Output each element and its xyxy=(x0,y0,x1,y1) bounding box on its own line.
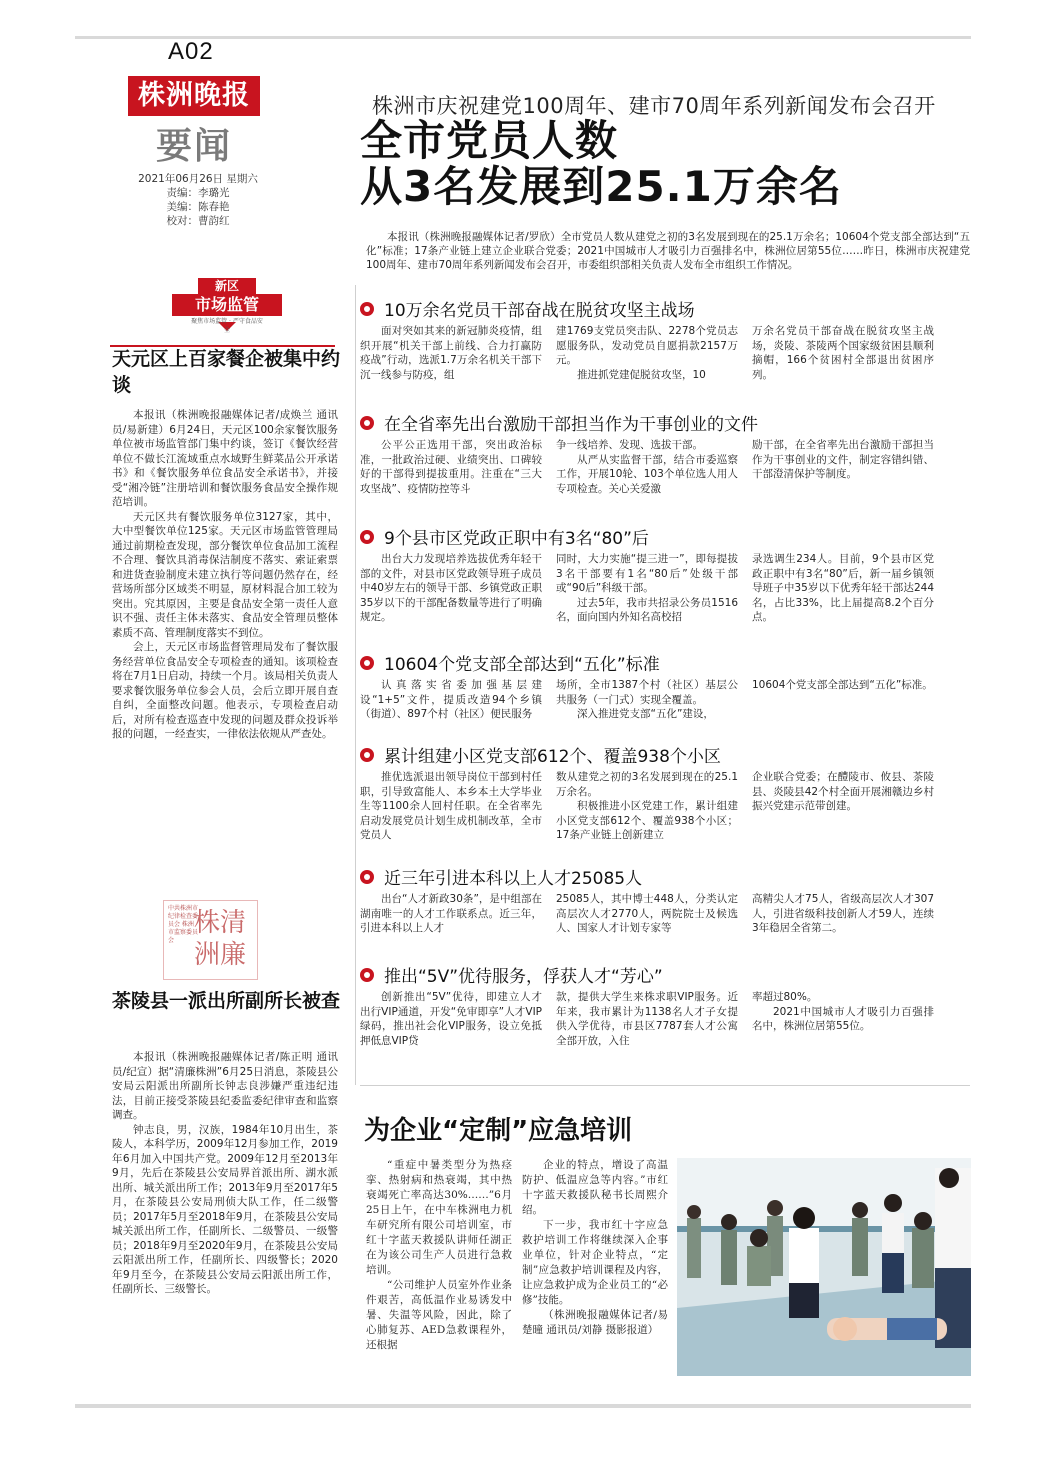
section-bullet-icon xyxy=(360,656,374,670)
section-subhead-text: 10604个党支部全部达到“五化”标准 xyxy=(384,655,660,675)
lead-paragraph: 本报讯（株洲晚报融媒体记者/罗欣）全市党员人数从建党之初的3名发展到现在的25.1万余名；10604个党支部全部达到“五化”标准；17条产业链上建立企业联合党委；2021中国城市人才吸引力百强排名中，株洲位居第55位……昨日，株洲市庆祝建党100周年、建市70周年系列新闻发布会召开，市委组织部相关负责人发布全市组织工作情况。 xyxy=(366,231,970,271)
page-proofreader: 校对：曹韵红 xyxy=(166,215,230,227)
section-bullet-icon xyxy=(360,748,374,762)
section-paragraph: 率超过80%。 xyxy=(752,991,818,1003)
badge-top-label: 新区 xyxy=(198,278,256,294)
sidebar-story2-body xyxy=(112,1050,338,1297)
feature-headline: 为企业“定制”应急培训 xyxy=(364,1116,633,1146)
section-column xyxy=(360,770,542,843)
section-paragraph: 数从建党之初的3名发展到现在的25.1万余名。 xyxy=(556,771,738,798)
training-photo-illustration xyxy=(677,1158,971,1376)
feature-paragraph: 企业的特点，增设了高温防护、低温应急等内容。”市红十字蓝天救援队秘书长周熙介绍。 xyxy=(522,1159,668,1216)
section-paragraph: 出台大力发现培养选拔优秀年轻干部的文件，对县市区党政领导班子成员中40岁左右的领导干部、乡镇党政正职35岁以下的干部配备数量等进行了明确规定。 xyxy=(360,553,542,623)
section-paragraph: 面对突如其来的新冠肺炎疫情，组织开展“机关干部上前线、合力打赢防疫战”行动，选派1.7万余名机关干部下沉一线参与防疫，组 xyxy=(360,325,542,381)
section-column xyxy=(360,892,542,936)
section-subhead-text: 9个县市区党政正职中有3名“80”后 xyxy=(384,529,649,549)
section-paragraph: 万余名党员干部奋战在脱贫攻坚主战场，炎陵、茶陵两个国家级贫困县顺利摘帽，166个贫困村全部退出贫困序列。 xyxy=(752,325,934,381)
sidebar-story1-paragraph: 天元区共有餐饮服务单位3127家，其中，大中型餐饮单位125家。天元区市场监管管理局通过前期检查发现，部分餐饮单位食品加工流程不合理、餐饮具消毒保洁制度不落实、索证索票和进货查验制度未建立执行等问题仍然存在，经营场所部分区域类不明显，原材料混合加工较为突出。究其原因，主要是食品安全第一责任人意识不强、责任主体未落实、食品安全管理员整体素质不高、管理制度落实不到位。 xyxy=(112,510,338,639)
section-column xyxy=(556,552,738,625)
column-divider xyxy=(355,285,356,1085)
section-paragraph: 录选调生234人。目前，9个县市区党政正职中有3名“80”后，新一届乡镇领导班子中35岁以下优秀年轻干部达244名，占比33%，比上届提高8.2个百分点。 xyxy=(752,553,934,623)
clean-zhuzhou-seal xyxy=(163,900,258,980)
section-column xyxy=(752,324,934,382)
section-paragraph: 推进抓党建促脱贫攻坚，10 xyxy=(577,368,706,381)
section-subhead-text: 近三年引进本科以上人才25085人 xyxy=(384,869,643,889)
lead-kicker: 株洲市庆祝建党100周年、建市70周年系列新闻发布会召开 xyxy=(372,94,936,118)
section-subhead-text: 10万余名党员干部奋战在脱贫攻坚主战场 xyxy=(384,301,695,321)
section-column xyxy=(752,990,934,1034)
market-supervision-badge xyxy=(172,278,282,334)
sidebar-story2-headline: 茶陵县一派出所副所长被查 xyxy=(112,990,341,1012)
feature-paragraph: “重症中暑类型分为热痉挛、热射病和热衰竭，其中热衰竭死亡率高达30%……”6月25日上午，在中车株洲电力机车研究所有限公司培训室，市红十字蓝天救援队讲师任湖正在为该公司生产人员进行急救培训。 xyxy=(366,1159,512,1276)
feature-col1 xyxy=(366,1158,512,1353)
masthead-logo: 株洲晚报 xyxy=(128,76,260,116)
page-meta xyxy=(128,172,268,228)
section-subhead xyxy=(360,650,660,675)
section-column xyxy=(752,438,934,482)
feature-paragraph: “公司维护人员室外作业条件艰苦，高低温作业易诱发中暑、失温等风险，因此，除了心肺复苏、AED急救课程外，还根据 xyxy=(366,1279,512,1351)
feature-divider xyxy=(360,1085,970,1086)
seal-line1: 株清 xyxy=(194,908,247,938)
page-date: 2021年06月26日 星期六 xyxy=(138,173,258,185)
section-subhead xyxy=(360,864,642,889)
section-column xyxy=(556,770,738,843)
section-column xyxy=(752,552,934,625)
training-photo xyxy=(677,1158,971,1376)
lead-headline-line2: 从3名发展到25.1万余名 xyxy=(360,162,842,211)
seal-calligraphy xyxy=(194,907,246,971)
section-title: 要闻 xyxy=(156,125,233,167)
sidebar-story2-paragraph: 钟志良，男，汉族，1984年10月出生，茶陵人，本科学历，2009年12月参加工作，2019年6月加入中国共产党。2009年12月至2013年9月，先后在茶陵县公安局界首派出所、湖水派出所、城关派出所工作；2013年9月至2017年5月，在茶陵县公安局刑侦大队工作，任二级警员；2017年5月至2018年9月，在茶陵县公安局城关派出所工作，任副所长、二级警员、一级警员；2018年9月至2020年9月，在茶陵县公安局云阳派出所工作，任副所长、四级警长；2020年9月至今，在茶陵县公安局云阳派出所工作，任副所长、三级警长。 xyxy=(112,1123,338,1295)
section-paragraph: 同时，大力实施“提三进一”，即每提拔3名干部要有1名“80后”处级干部或“90后”科级干部。 xyxy=(556,553,738,594)
section-column xyxy=(360,678,542,722)
section-subhead xyxy=(360,296,695,321)
section-paragraph: 从严从实监督干部，结合市委巡察工作，开展10轮、103个单位选人用人专项检查。关心关爱激 xyxy=(556,453,738,495)
feature-byline: （株洲晚报融媒体记者/易楚曈 通讯员/刘静 摄影报道） xyxy=(522,1309,668,1336)
section-paragraph: 推优选派退出领导岗位干部到村任职，引导致富能人、本乡本土大学毕业生等1100余人回村任职。在全省率先启动发展党员计划生成机制改革，全市党员人 xyxy=(360,771,542,841)
section-subhead xyxy=(360,524,649,549)
section-column xyxy=(360,990,542,1048)
section-paragraph: 励干部，在全省率先出台激励干部担当作为干事创业的文件，制定容错纠错、干部澄清保护等制度。 xyxy=(752,439,934,480)
sidebar-story1-headline: 天元区上百家餐企被集中约谈 xyxy=(112,348,341,396)
section-paragraph: 高精尖人才75人，省级高层次人才307人，引进省级科技创新人才59人，连续3年稳居全省第二。 xyxy=(752,893,934,934)
section-paragraph: 过去5年，我市共招录公务员1516名，面向国内外知名高校招 xyxy=(556,596,738,623)
section-paragraph: 建1769支党员突击队、2278个党员志愿服务队，发动党员自愿捐款2157万元。 xyxy=(556,325,738,366)
seal-small-text: 中共株洲市纪律检查委员会 株洲市监察委员会 xyxy=(168,905,199,944)
section-column xyxy=(556,892,738,936)
lead-headline xyxy=(360,118,842,210)
sidebar-story1-paragraph: 会上，天元区市场监督管理局发布了餐饮服务经营单位食品安全专项检查的通知。该项检查将在7月1日启动，持续一个月。该局相关负责人要求餐饮服务单位参会人员，会后立即开展自查自纠，全面整改问题。他表示，专项检查启动后，对所有检查巡查中发现的问题及群众投诉举报的问题，一经查实，一律依法依规从严查处。 xyxy=(112,641,338,740)
section-paragraph: 企业联合党委；在醴陵市、攸县、茶陵县、炎陵县42个村全面开展湘赣边乡村振兴党建示范带创建。 xyxy=(752,771,934,812)
bottom-rule xyxy=(75,1404,971,1408)
section-subhead xyxy=(360,742,721,767)
section-column xyxy=(556,990,738,1048)
section-subhead-text: 在全省率先出台激励干部担当作为干事创业的文件 xyxy=(384,415,758,435)
section-column xyxy=(360,438,542,496)
section-paragraph: 认真落实省委加强基层建设“1+5”文件，提质改造94个乡镇（街道）、897个村（社区）便民服务 xyxy=(360,679,542,720)
section-bullet-icon xyxy=(360,870,374,884)
section-paragraph: 款，提供大学生来株求职VIP服务。近年来，我市累计为1138名人才子女提供入学优待，市县区7787套人才公寓全部开放，入住 xyxy=(556,991,738,1047)
page-designer: 美编：陈春艳 xyxy=(166,201,230,213)
section-paragraph: 公平公正选用干部，突出政治标准，一批政治过硬、业绩突出、口碑较好的干部得到提拔重用。注重在“三大攻坚战”、疫情防控等斗 xyxy=(360,439,542,495)
feature-col2 xyxy=(522,1158,668,1338)
section-paragraph: 出台“人才新政30条”，是中组部在湖南唯一的人才工作联系点。近三年，引进本科以上人才 xyxy=(360,893,542,934)
section-column xyxy=(752,892,934,936)
section-bullet-icon xyxy=(360,416,374,430)
section-column xyxy=(752,770,934,814)
badge-sub-label: 聚焦市场监管 · 严守食品安全 xyxy=(191,318,263,334)
section-bullet-icon xyxy=(360,968,374,982)
section-subhead xyxy=(360,962,663,987)
section-subhead xyxy=(360,410,758,435)
section-paragraph: 场所，全市1387个村（社区）基层公共服务（一门式）实现全覆盖。 xyxy=(556,679,738,706)
section-column xyxy=(360,324,542,382)
sidebar-story2-paragraph: 本报讯（株洲晚报融媒体记者/陈正明 通讯员/纪宣）据“清廉株洲”6月25日消息，茶陵县公安局云阳派出所副所长钟志良涉嫌严重违纪违法，目前正接受茶陵县纪委监委纪律审查和监察调查。 xyxy=(112,1051,338,1121)
section-subhead-text: 推出“5V”优待服务，俘获人才“芳心” xyxy=(384,967,663,987)
sidebar-story1-paragraph: 本报讯（株洲晚报融媒体记者/成焕兰 通讯员/易新建）6月24日，天元区100余家餐饮服务单位被市场监管部门集中约谈，签订《餐饮经营单位不做长江流域重点水域野生鲜菜品公开承诺书》和《餐饮服务单位食品安全承诺书》，并接受“湘冷链”注册培训和餐饮服务食品安全操作规范培训。 xyxy=(112,409,338,508)
section-paragraph: 积极推进小区党建工作，累计组建小区党支部612个、覆盖938个小区；17条产业链上创新建立 xyxy=(556,800,738,841)
page-editor: 责编：李璐光 xyxy=(166,187,230,199)
section-column xyxy=(556,678,738,722)
seal-line2: 洲廉 xyxy=(194,940,247,970)
section-paragraph: 2021中国城市人才吸引力百强排名中，株洲位居第55位。 xyxy=(752,1005,934,1032)
section-column xyxy=(556,438,738,496)
section-subhead-text: 累计组建小区党支部612个、覆盖938个小区 xyxy=(384,747,721,767)
feature-paragraph: 下一步，我市红十字应急救护培训工作将继续深入企事业单位，针对企业特点，“定制”应急救护培训课程及内容，让应急救护成为企业员工的“必修”技能。 xyxy=(522,1219,668,1306)
section-paragraph: 10604个党支部全部达到“五化”标准。 xyxy=(752,679,933,691)
lead-headline-line1: 全市党员人数 xyxy=(360,116,619,165)
sidebar-story1-body xyxy=(112,408,338,742)
section-paragraph: 争一线培养、发现、选拔干部。 xyxy=(556,439,703,451)
section-column xyxy=(752,678,934,693)
section-paragraph: 创新推出“5V”优待，即建立人才出行VIP通道，开发“免审即享”人才VIP绿码，推出社会化VIP服务，设立免抵押低息VIP贷 xyxy=(360,991,542,1047)
page-number: A02 xyxy=(168,38,214,65)
section-bullet-icon xyxy=(360,302,374,316)
section-column xyxy=(556,324,738,382)
section-paragraph: 深入推进党支部“五化”建设， xyxy=(577,708,714,720)
section-column xyxy=(360,552,542,625)
section-paragraph: 25085人，其中博士448人，分类认定高层次人才2770人，两院院士及候选人、国家人才计划专家等 xyxy=(556,893,738,934)
badge-main-label: 市场监管 xyxy=(172,294,282,316)
section-bullet-icon xyxy=(360,530,374,544)
